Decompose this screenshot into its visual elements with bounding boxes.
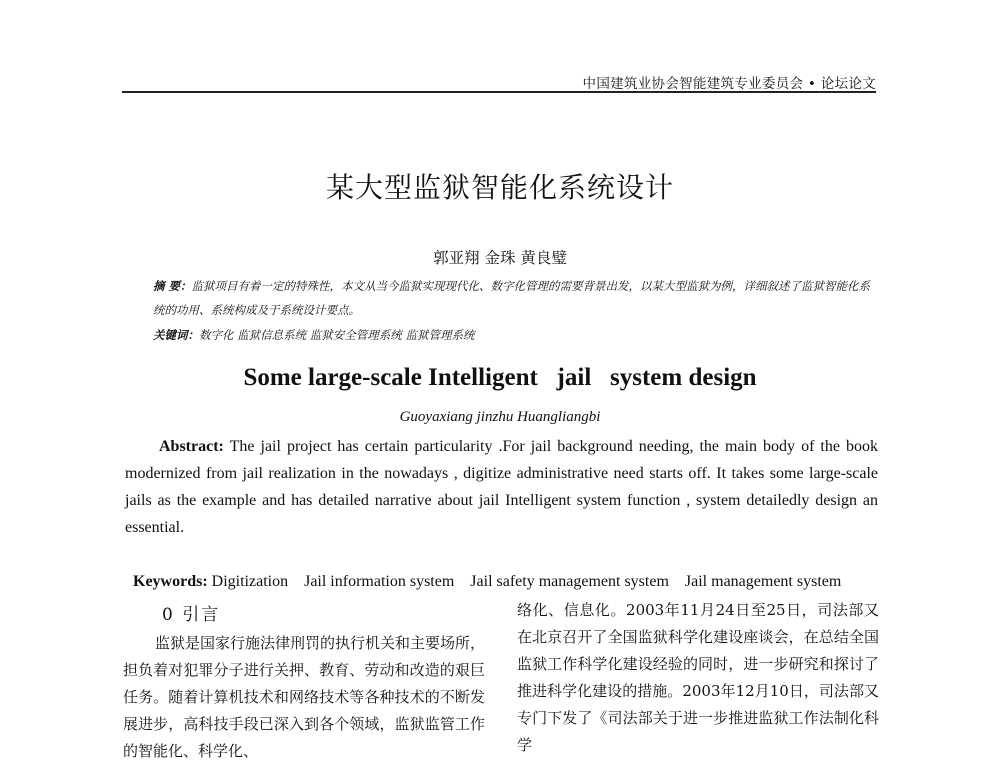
abstract-english-label: Abstract: xyxy=(159,438,224,455)
header-text: 中国建筑业协会智能建筑专业委员会 • 论坛论文 xyxy=(582,76,876,92)
page-title-chinese: 某大型监狱智能化系统设计 xyxy=(325,171,674,204)
keywords-chinese xyxy=(153,327,875,343)
section-heading: 0 引言 xyxy=(162,605,221,625)
body-column-right: 络化、信息化。2003年11月24日至25日，司法部又在北京召开了全国监狱科学化建设座谈会，在总结全国监狱工作科学化建设经验的同时，进一步研究和探讨了推进科学化建设的措施。2003年12月10日，司法部又专门下发了《司法部关于进一步推进监狱工作法制化科学 xyxy=(517,601,879,754)
abstract-english-text: The jail project has certain particularity .For jail background needing, the main body of the book modernized from jail realization in the nowadays , digitize administrative need starts off. It takes some large-scale jails as the example and has detailed narrative about jail Intelligent system function , system detailedly design an essential. xyxy=(125,438,878,536)
authors-english: Guoyaxiang jinzhu Huangliangbi xyxy=(399,409,601,425)
running-header xyxy=(122,66,876,93)
page-title-english: Some large-scale Intelligent jail system design xyxy=(243,364,757,391)
abstract-chinese xyxy=(153,274,875,322)
authors-chinese: 郭亚翔 金珠 黄良璧 xyxy=(433,249,567,267)
abstract-chinese-text: 监狱项目有着一定的特殊性，本文从当今监狱实现现代化、数字化管理的需要背景出发，以某大型监狱为例，详细叙述了监狱智能化系统的功用、系统构成及于系统设计要点。 xyxy=(153,279,871,317)
keywords-chinese-text: 数字化 监狱信息系统 监狱安全管理系统 监狱管理系统 xyxy=(199,328,475,342)
keywords-english xyxy=(125,541,878,595)
body-column-left: 监狱是国家行施法律刑罚的执行机关和主要场所，担负着对犯罪分子进行关押、教育、劳动和改造的艰巨任务。随着计算机技术和网络技术等各种技术的不断发展进步，高科技手段已深入到各个领域，监狱监管工作的智能化、科学化、 xyxy=(123,634,486,760)
keywords-english-label: Keywords: xyxy=(133,573,208,590)
abstract-chinese-label: 摘 要： xyxy=(153,279,192,293)
keywords-chinese-label: 关键词： xyxy=(153,328,199,342)
keywords-english-text: Digitization Jail information system Jail safety management system Jail management system xyxy=(207,573,842,590)
abstract-english xyxy=(125,433,878,541)
